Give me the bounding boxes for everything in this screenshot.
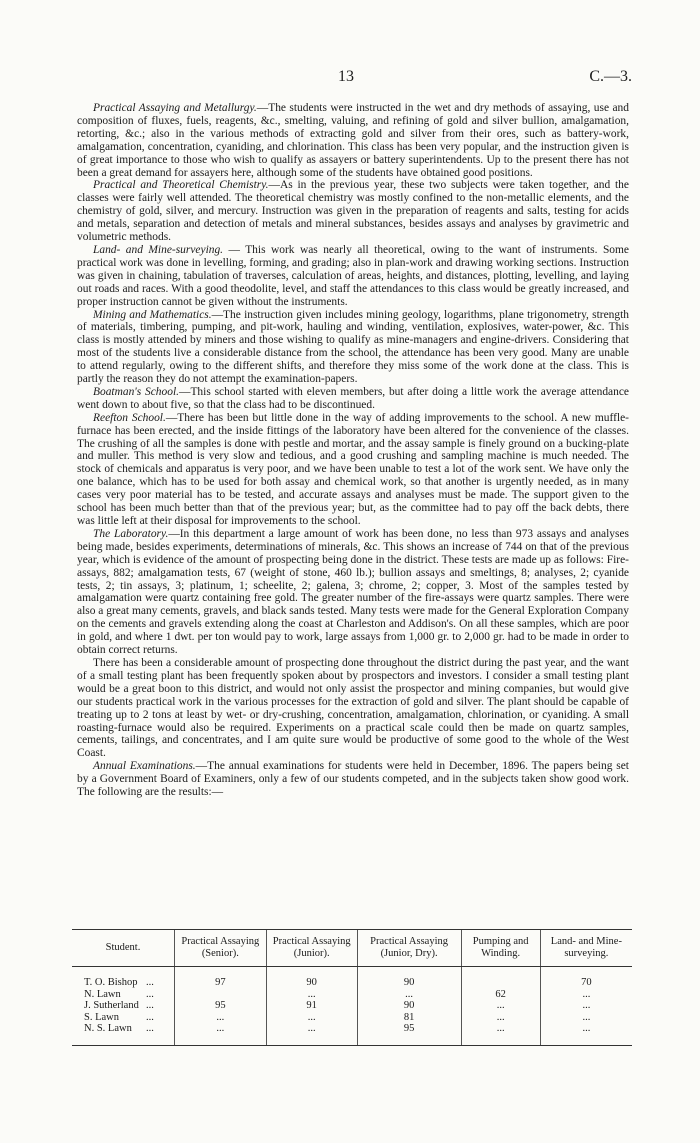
score-cell: ... <box>540 1023 632 1045</box>
paragraph-boatmans-school: Boatman's School.—This school started with eleven members, but after doing a little work the average attendance went down to about five, so that the class had to be discontinued. <box>77 385 629 411</box>
paragraph-prospecting: There has been a considerable amount of prospecting done throughout the district during the past year, and the want of a small testing plant has been frequently spoken about by prospectors and investors. I consider a small testing plant would be a great boon to this district, and would not only assist the prospector and mining companies, but would give our students practical work in the various processes for the extraction of gold and silver. The plant should be capable of treating up to 2 tons at least by wet- or dry-crushing, concentration, amalgamation, chlorination, or cyaniding. A small roasting-furnace would also be required. Experiments on a practical scale could then be made on quartz samples, cements, tailings, and concentrates, and I am quite sure would be productive of some good to the whole of the West Coast. <box>77 656 629 760</box>
column-header-pumping-winding: Pumping and Winding. <box>461 930 540 967</box>
score-cell: 70 <box>540 977 632 989</box>
score-cell: ... <box>266 989 357 1001</box>
score-cell: 90 <box>266 977 357 989</box>
paragraph-mining-mathematics: Mining and Mathematics.—The instruction given includes mining geology, logarithms, plane trigonometry, strength of materials, timbering, pumping, and pit-work, hauling and winding, ventilation, explosives, water-power, &c. This class is mostly attended by miners and those wishing to qualify as mine-managers and engine-drivers. Considering that most of the students live a considerable distance from the school, the attendance has been very good. Many are unable to attend regularly, owing to the different shifts, and therefore they miss some of the work done at the class. This is partly the reason they do not attempt the examination-papers. <box>77 308 629 386</box>
column-header-assaying-junior-dry: Practical Assaying (Junior, Dry). <box>357 930 461 967</box>
score-cell: 62 <box>461 989 540 1001</box>
table-row <box>72 977 632 989</box>
table-row <box>72 1023 632 1045</box>
paragraph-annual-examinations: Annual Examinations.—The annual examinations for students were held in December, 1896. The papers being set by a Government Board of Examiners, only a few of our students competed, and in the subjects taken show good work. The following are the results:— <box>77 760 629 799</box>
student-cell: S. Lawn ... <box>84 1011 154 1023</box>
score-cell: 95 <box>175 1000 267 1012</box>
paragraph-chemistry: Practical and Theoretical Chemistry.—As in the previous year, these two subjects were taken together, and the classes were fairly well attended. The theoretical chemistry was mostly confined to the non-metallic elements, and the chemistry of gold, silver, and mercury. Instruction was given in the preparation of reagents and salts, testing for acids and metals, separation and detection of metals and mineral substances, besides assays and analyses by gravimetric and volumetric methods. <box>77 179 629 244</box>
score-cell: ... <box>175 1012 267 1024</box>
score-cell: ... <box>266 1023 357 1045</box>
paragraph-practical-assaying: Practical Assaying and Metallurgy.—The students were instructed in the wet and dry methods of assaying, use and composition of fluxes, fuels, reagents, &c., smelting, valuing, and refining of gold and silver bullion, amalgamation, retorting, &c.; also in the various methods of extracting gold and silver from their ores, such as battery-work, amalgamation, concentration, cyaniding, and chlorination. This class has been very popular, and the instruction given is of great importance to those who wish to qualify as assayers or battery superintendents. Up to the present there has not been a great demand for assayers here, although some of the students have obtained good positions. <box>77 102 629 179</box>
score-cell <box>175 989 267 1001</box>
score-cell: 90 <box>357 1000 461 1012</box>
score-cell: ... <box>461 1023 540 1045</box>
page-header <box>0 68 700 88</box>
column-header-student: Student. <box>72 930 175 967</box>
paragraph-laboratory: The Laboratory.—In this department a large amount of work has been done, no less than 973 assays and analyses being made, besides experiments, determinations of minerals, &c. This shows an increase of 744 on that of the previous year, which is evidence of the amount of prospecting being done in the district. These tests are made up as follows: Fire-assays, 882; amalgamation tests, 67 (weight of stone, 460 lb.); bullion assays and smeltings, 8; analyses, 2; cyanide tests, 2; tin assays, 3; platinum, 1; scheelite, 2; galena, 3; chrome, 2; copper, 3. Most of the samples tested by amalgamation were quartz containing free gold. The greater number of the fire-assays were quartz samples. There were also a great many cements, gravels, and black sands tested. Many tests were made for the General Exploration Company on the cements and gravels extending along the coast at Charleston and Addison's. On all these samples, which are poor in gold, and where 1 dwt. per ton would pay to work, large assays from 1,000 gr. to 2,000 gr. had to be made in order to obtain correct returns. <box>77 527 629 657</box>
document-reference: C.—3. <box>589 68 632 85</box>
column-header-mine-surveying: Land- and Mine-surveying. <box>540 930 632 967</box>
student-cell: N. S. Lawn ... <box>72 1023 175 1045</box>
column-header-assaying-senior: Practical Assaying (Senior). <box>175 930 267 967</box>
student-cell: N. Lawn ... <box>84 988 154 1000</box>
score-cell: ... <box>266 1012 357 1024</box>
score-cell: ... <box>540 989 632 1001</box>
table-row <box>72 1000 632 1012</box>
body-text <box>77 102 629 799</box>
score-cell: ... <box>357 989 461 1001</box>
score-cell: 81 <box>357 1012 461 1024</box>
student-cell: T. O. Bishop ... <box>84 977 154 988</box>
results-table <box>72 929 632 1046</box>
score-cell: 95 <box>357 1023 461 1045</box>
score-cell <box>461 977 540 989</box>
score-cell: ... <box>461 1012 540 1024</box>
score-cell: 91 <box>266 1000 357 1012</box>
table-header-row <box>72 930 632 967</box>
page-number: 13 <box>338 68 354 85</box>
paragraph-surveying: Land- and Mine-surveying. — This work was nearly all theoretical, owing to the want of instruments. Some practical work was done in levelling, forming, and grading; also in plan-work and drawing working sections. Instruction was given in chaining, tabulation of traverses, calculation of areas, heights, and distances, plotting, levelling, and laying out roads and races. With a good theodolite, level, and staff the attendances to this class would be greatly increased, and proper instruction cannot be given without the instruments. <box>77 243 629 308</box>
column-header-assaying-junior: Practical Assaying (Junior). <box>266 930 357 967</box>
score-cell: 97 <box>175 977 267 989</box>
table-row <box>72 1012 632 1024</box>
score-cell: ... <box>461 1000 540 1012</box>
paragraph-reefton-school: Reefton School.—There has been but little done in the way of adding improvements to the school. A new muffle-furnace has been erected, and the inside fittings of the laboratory have been altered for the convenience of the classes. The crushing of all the samples is done with pestle and mortar, and the assay sample is finely ground on a bucking-plate and muller. This method is very slow and tedious, and a good crushing and sampling machine is much needed. The stock of chemicals and apparatus is very poor, and we have been unable to test a lot of the work sent. We have only the one balance, which has to be used for both assay and chemical work, so that another is urgently needed, as in many cases very poor material has to be tested, and accurate assays and analyses must be made. The support given to the school has been much better than that of the previous year; but, as the committee had to pay off the back debts, there was little left at their disposal for improvements to the school. <box>77 411 629 527</box>
table-row <box>72 989 632 1001</box>
score-cell: ... <box>540 1012 632 1024</box>
student-cell: J. Sutherland ... <box>84 1000 154 1011</box>
score-cell: 90 <box>357 977 461 989</box>
table-spacer-row <box>72 967 632 978</box>
score-cell: ... <box>175 1023 267 1045</box>
score-cell: ... <box>540 1000 632 1012</box>
